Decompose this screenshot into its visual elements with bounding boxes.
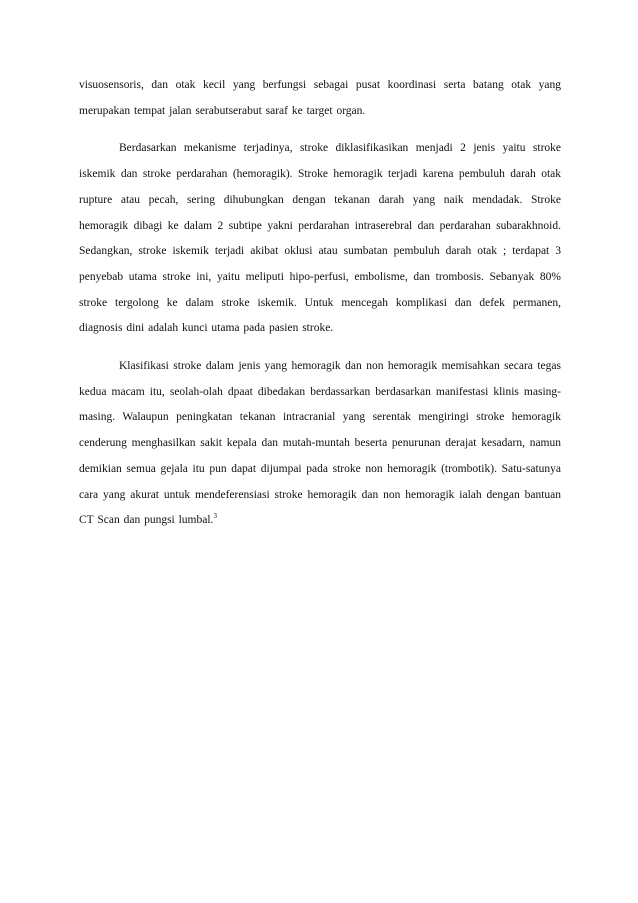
footnote-reference: 3: [213, 512, 217, 521]
paragraph-3: [79, 354, 561, 534]
paragraph-1-text: visuosensoris, dan otak kecil yang berfungsi sebagai pusat koordinasi serta batang otak yang merupakan tempat jalan serabutserabut saraf ke target organ.: [79, 79, 561, 117]
body-text: [79, 73, 561, 534]
paragraph-3-text: Klasifikasi stroke dalam jenis yang hemoragik dan non hemoragik memisahkan secara tegas kedua macam itu, seolah-olah dpaat dibedakan berdassarkan berdasarkan manifestasi klinis masing-masing. Walaupun peningkatan tekanan intracranial yang serentak mengiringi stroke hemoragik cenderung menghasilkan sakit kepala dan mutah-muntah beserta penurunan derajat kesadarn, namun demikian semua gejala itu pun dapat dijumpai pada stroke non hemoragik (trombotik). Satu-satunya cara yang akurat untuk mendeferensiasi stroke hemoragik dan non hemoragik ialah dengan bantuan CT Scan dan pungsi lumbal.: [79, 360, 561, 527]
paragraph-2-text: Berdasarkan mekanisme terjadinya, stroke diklasifikasikan menjadi 2 jenis yaitu stroke iskemik dan stroke perdarahan (hemoragik). Stroke hemoragik terjadi karena pembuluh darah otak rupture atau pecah, sering dihubungkan dengan tekanan darah yang naik mendadak. Stroke hemoragik dibagi ke dalam 2 subtipe yakni perdarahan intraserebral dan perdarahan subarakhnoid. Sedangkan, stroke iskemik terjadi akibat oklusi atau sumbatan pembuluh darah otak ; terdapat 3 penyebab utama stroke ini, yaitu meliputi hipo-perfusi, embolisme, dan trombosis. Sebanyak 80% stroke tergolong ke dalam stroke iskemik. Untuk mencegah komplikasi dan defek permanen, diagnosis dini adalah kunci utama pada pasien stroke.: [79, 142, 561, 335]
paragraph-1: [79, 73, 561, 124]
paragraph-2: [79, 136, 561, 342]
